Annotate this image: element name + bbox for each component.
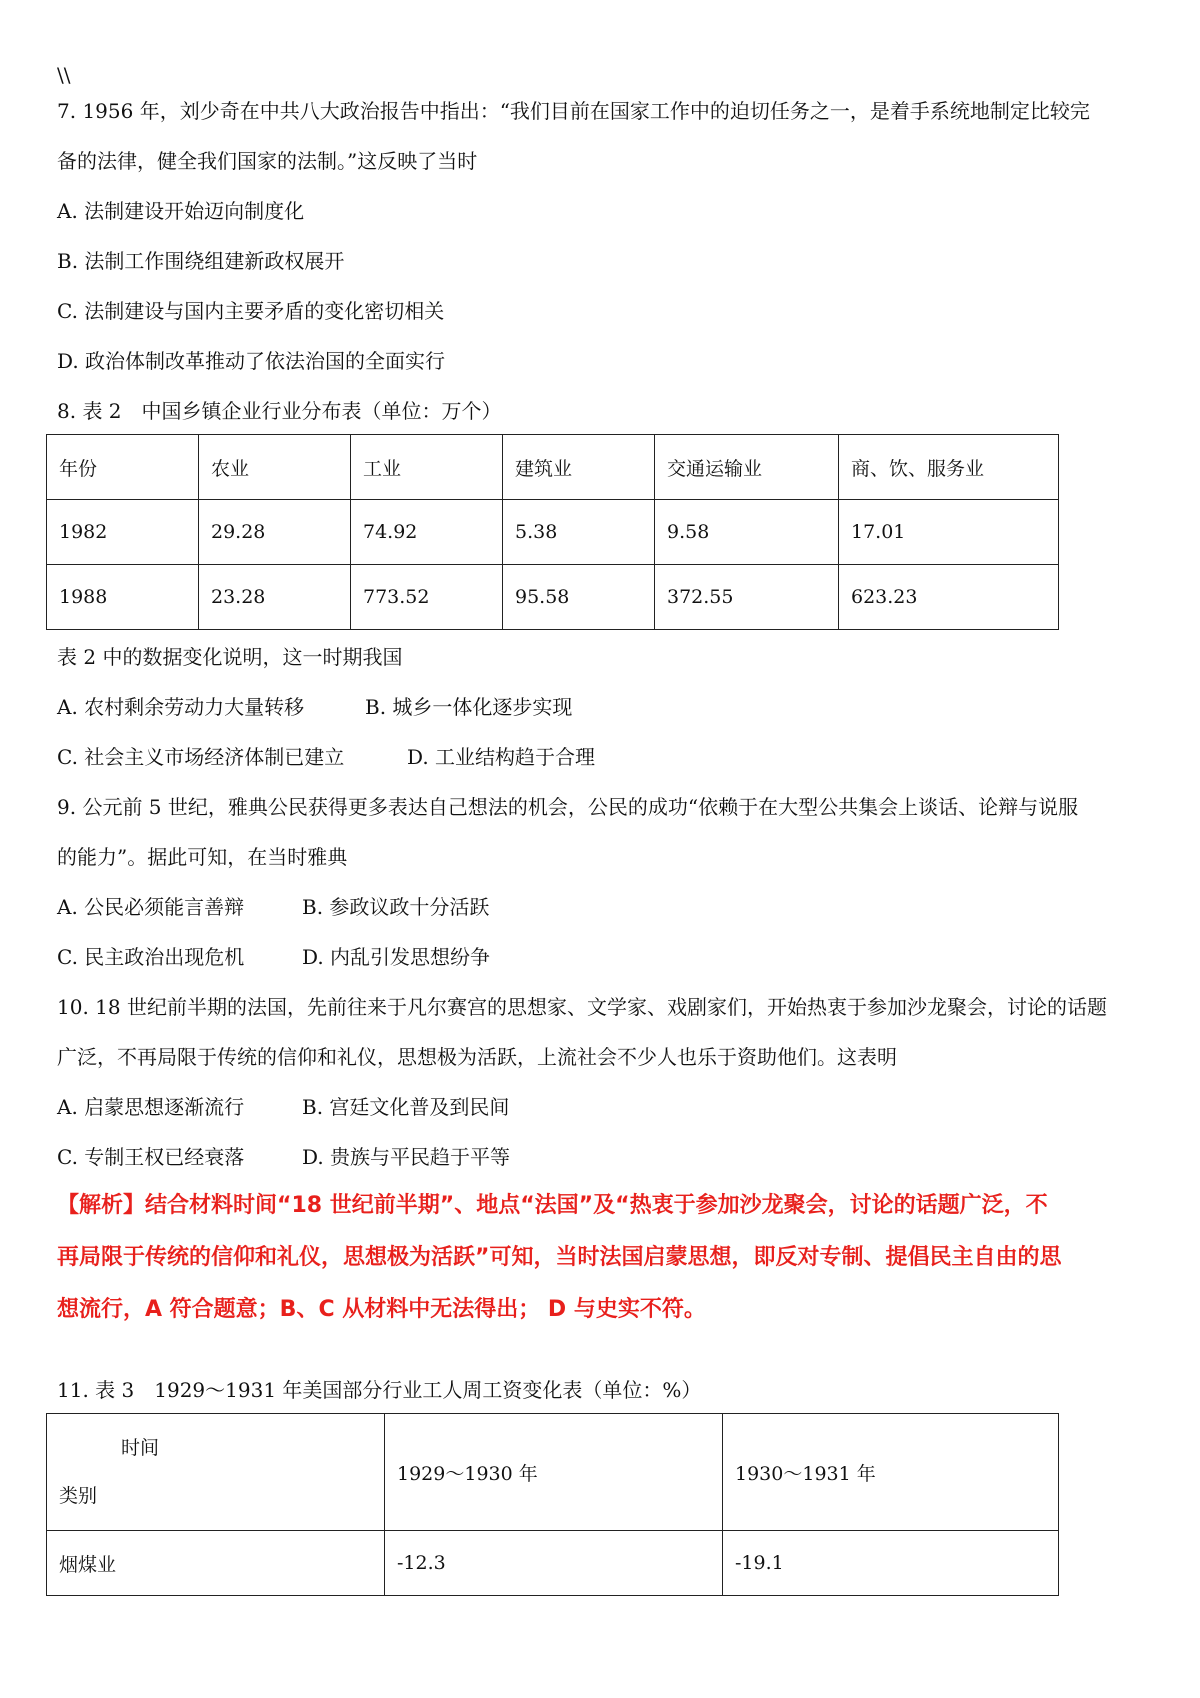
q7-option-c: C. 法制建设与国内主要矛盾的变化密切相关	[57, 299, 445, 323]
analysis-line1: 【解析】结合材料时间“18 世纪前半期”、地点“法国”及“热衷于参加沙龙聚会，讨论的话题广泛，不	[57, 1193, 1048, 1218]
table-header-cell: 年份	[47, 435, 199, 500]
analysis-line3: 想流行，A 符合题意；B、C 从材料中无法得出； D 与史实不符。	[57, 1297, 706, 1322]
table-header-cell: 商、饮、服务业	[839, 435, 1059, 500]
table-cell: 372.55	[655, 565, 839, 630]
table-cell: 1982	[47, 500, 199, 565]
corner-time-label: 时间	[121, 1437, 160, 1459]
q10-stem-line2: 广泛，不再局限于传统的信仰和礼仪，思想极为活跃，上流社会不少人也乐于资助他们。这表明	[57, 1045, 897, 1069]
table-header-cell: 1929～1930 年	[385, 1414, 723, 1531]
q9-option-d: D. 内乱引发思想纷争	[302, 945, 491, 969]
q7-stem-line1: 7. 1956 年，刘少奇在中共八大政治报告中指出：“我们目前在国家工作中的迫切任务之一，是着手系统地制定比较完	[57, 99, 1090, 123]
table-cell: 23.28	[199, 565, 351, 630]
q7-option-a: A. 法制建设开始迈向制度化	[57, 199, 305, 223]
table-cell: 9.58	[655, 500, 839, 565]
table-corner-cell	[47, 1414, 385, 1531]
corner-category-label: 类别	[59, 1485, 98, 1507]
q8-option-d: D. 工业结构趋于合理	[407, 745, 596, 769]
q9-option-c: C. 民主政治出现危机	[57, 945, 245, 969]
q7-stem-line2: 备的法律，健全我们国家的法制。”这反映了当时	[57, 149, 478, 173]
table-cell: 1988	[47, 565, 199, 630]
q10-option-b: B. 宫廷文化普及到民间	[302, 1095, 510, 1119]
q8-option-a: A. 农村剩余劳动力大量转移	[57, 695, 305, 719]
table-header-cell: 农业	[199, 435, 351, 500]
q8-stem: 表 2 中的数据变化说明，这一时期我国	[57, 645, 403, 669]
q9-option-b: B. 参政议政十分活跃	[302, 895, 490, 919]
table-header-cell: 建筑业	[503, 435, 655, 500]
q8-option-b: B. 城乡一体化逐步实现	[365, 695, 573, 719]
q11-table	[46, 1413, 1059, 1596]
q7-option-d: D. 政治体制改革推动了依法治国的全面实行	[57, 349, 446, 373]
q10-option-a: A. 启蒙思想逐渐流行	[57, 1095, 245, 1119]
table-cell: 5.38	[503, 500, 655, 565]
q9-stem-line2: 的能力”。据此可知，在当时雅典	[57, 845, 348, 869]
table-cell: 95.58	[503, 565, 655, 630]
q10-option-c: C. 专制王权已经衰落	[57, 1145, 245, 1169]
table-cell: -12.3	[385, 1531, 723, 1596]
table-cell: 29.28	[199, 500, 351, 565]
q10-stem-line1: 10. 18 世纪前半期的法国，先前往来于凡尔赛宫的思想家、文学家、戏剧家们，开始热衷于参加沙龙聚会，讨论的话题	[57, 995, 1107, 1019]
table-row	[47, 1531, 1059, 1596]
q10-option-d: D. 贵族与平民趋于平等	[302, 1145, 511, 1169]
table-header-row	[47, 1414, 1059, 1531]
q7-option-b: B. 法制工作围绕组建新政权展开	[57, 249, 345, 273]
table-header-row	[47, 435, 1059, 500]
table-cell: 623.23	[839, 565, 1059, 630]
q8-option-c: C. 社会主义市场经济体制已建立	[57, 745, 345, 769]
q8-table	[46, 434, 1059, 630]
table-cell: -19.1	[723, 1531, 1059, 1596]
table-row	[47, 565, 1059, 630]
table-cell: 74.92	[351, 500, 503, 565]
top-mark: \\	[57, 63, 71, 87]
q8-table-title: 8. 表 2 中国乡镇企业行业分布表（单位：万个）	[57, 399, 502, 423]
analysis-line2: 再局限于传统的信仰和礼仪，思想极为活跃”可知，当时法国启蒙思想，即反对专制、提倡民主自由的思	[57, 1245, 1062, 1270]
q11-table-title: 11. 表 3 1929～1931 年美国部分行业工人周工资变化表（单位：%）	[57, 1378, 702, 1402]
table-cell: 773.52	[351, 565, 503, 630]
q9-stem-line1: 9. 公元前 5 世纪，雅典公民获得更多表达自己想法的机会，公民的成功“依赖于在大型公共集会上谈话、论辩与说服	[57, 795, 1079, 819]
table-header-cell: 交通运输业	[655, 435, 839, 500]
table-cell: 烟煤业	[47, 1531, 385, 1596]
table-row	[47, 500, 1059, 565]
table-cell: 17.01	[839, 500, 1059, 565]
table-header-cell: 工业	[351, 435, 503, 500]
table-header-cell: 1930～1931 年	[723, 1414, 1059, 1531]
q9-option-a: A. 公民必须能言善辩	[57, 895, 245, 919]
